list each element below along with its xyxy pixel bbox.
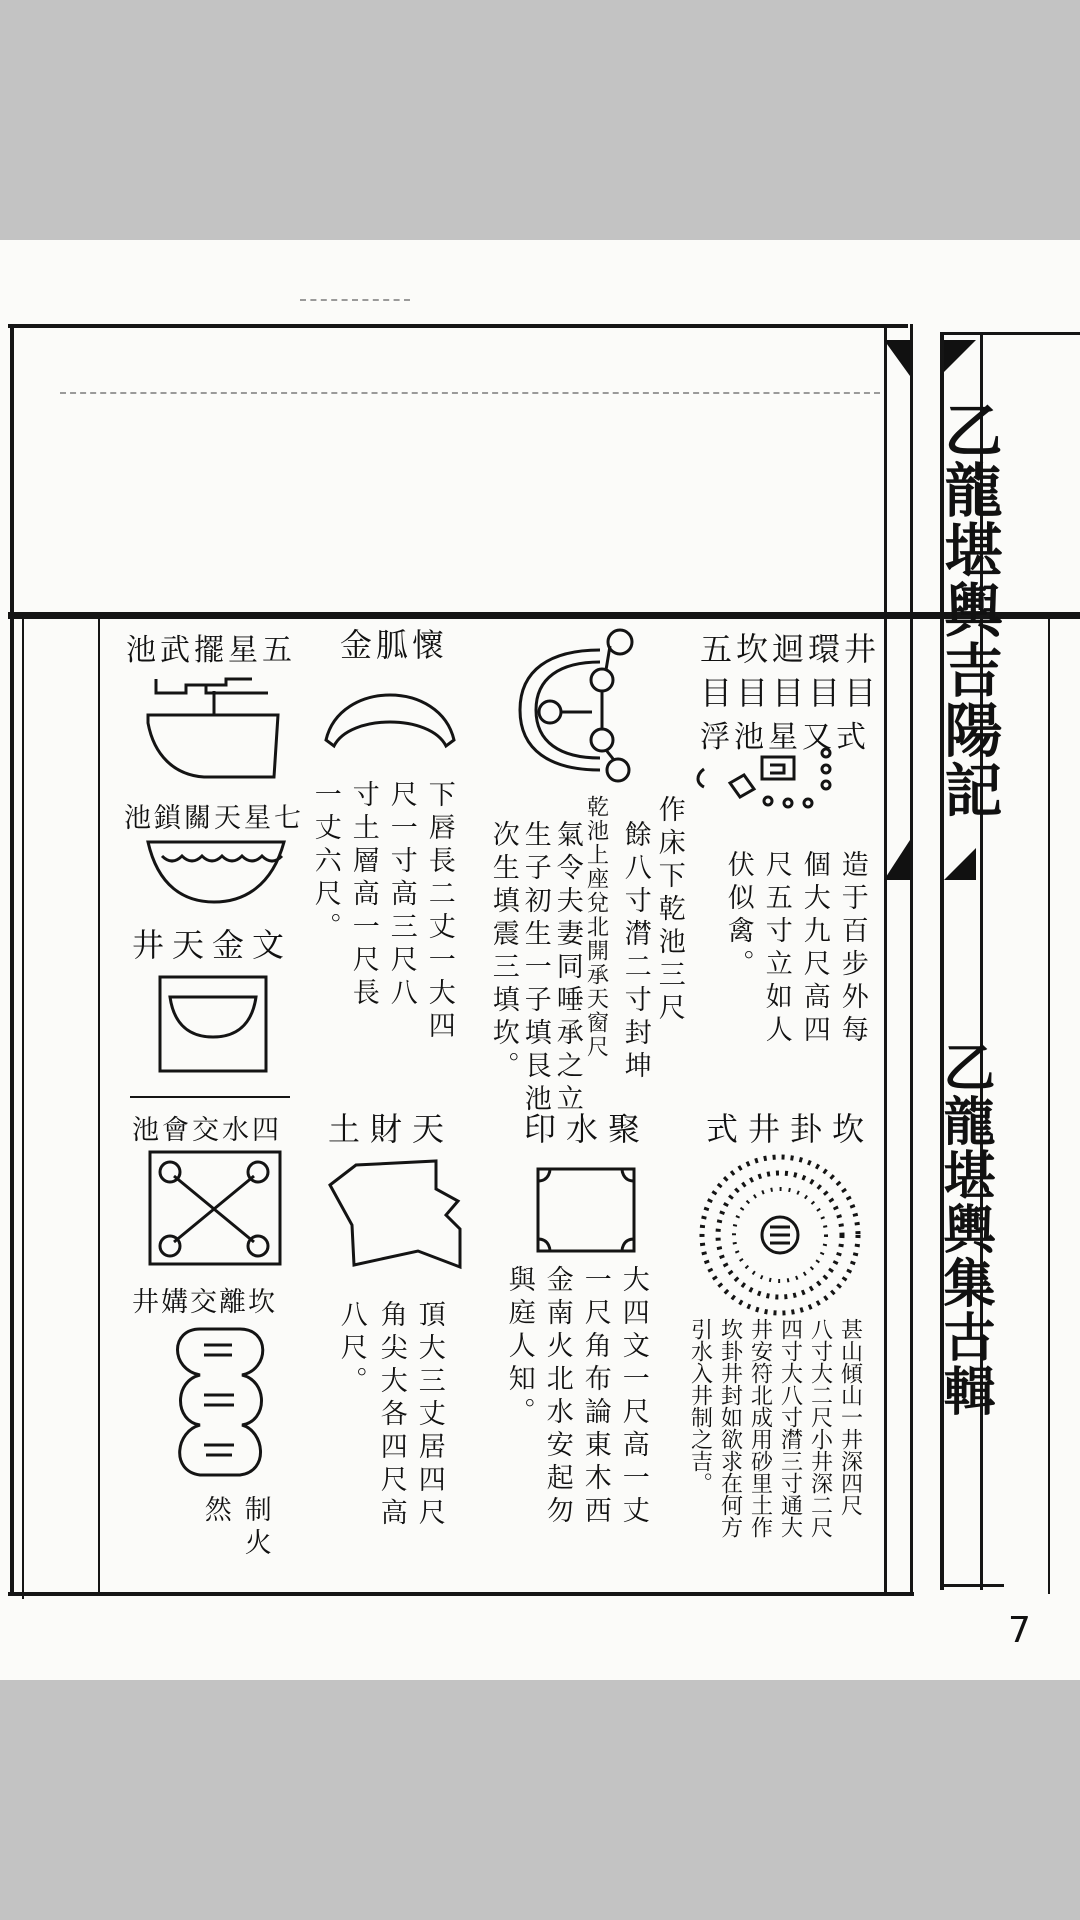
frame-inner-left-rule <box>98 619 100 1594</box>
col-title-kan-gua: 坎卦井式 <box>706 1110 875 1148</box>
frame-left-inner-rule <box>22 619 24 1599</box>
col-title-si-shui: 四水交會池 <box>132 1115 282 1146</box>
tian-cai-note-1: 頂大三丈居四尺 <box>413 1300 445 1531</box>
right-block-text-3: 尺五寸立如人 <box>760 850 792 1048</box>
qian-chi-note-3: 乾池上座兌北開承天窗尺 <box>583 795 609 1059</box>
col-title-kan-li: 坎離交媾井 <box>132 1287 277 1318</box>
side-title-lower: 乙龍堪輿集古輯 <box>934 1040 995 1418</box>
qian-chi-note-5: 生子初生一子填艮池 <box>519 820 551 1117</box>
wells-diagram <box>690 745 850 825</box>
fold-mark-bottom <box>880 840 1000 920</box>
kan-li-diagram <box>170 1325 280 1485</box>
ju-shui-note-2: 一尺角布論東木西 <box>579 1265 611 1529</box>
kan-li-note-1: 制火 <box>239 1495 271 1561</box>
right-block-heading-1: 五坎迴環井 <box>700 630 881 668</box>
right-block-heading-3: 浮池星又式 <box>700 720 870 755</box>
col-title-tian-cai: 天財土 <box>328 1110 455 1148</box>
tian-cai-note-2: 角尖大各四尺高 <box>375 1300 407 1531</box>
frame-far-right-rule <box>1048 619 1050 1594</box>
right-block-text-1: 造于百步外每 <box>836 850 868 1048</box>
qi-xing-diagram <box>144 836 294 906</box>
qian-chi-note-1: 作床下乾池三尺 <box>653 795 685 1026</box>
si-shui-diagram <box>148 1150 288 1270</box>
frame-bottom-rule <box>8 1592 914 1596</box>
frame-right-rule <box>884 324 887 1596</box>
right-block-text-2: 個大九尺高四 <box>798 850 830 1048</box>
qian-chi-note-6: 次生填震三填坎。 <box>487 820 519 1084</box>
frame-left-rule <box>10 324 14 1596</box>
col-title-wen-jin: 文金天井 <box>132 926 293 964</box>
kan-gua-diagram <box>690 1145 870 1325</box>
right-block-heading-2: 目目目目目 <box>700 674 881 712</box>
ju-shui-note-3: 金南火北水安起勿 <box>541 1265 573 1529</box>
top-scan-mark <box>300 299 410 301</box>
ju-shui-note-1: 大四文一尺高一丈 <box>617 1265 649 1529</box>
frame-header-rule <box>8 612 1080 619</box>
wen-jin-diagram <box>156 975 276 1075</box>
frame-spine-rule <box>910 324 913 1596</box>
huai-jin-note-4: 一丈六尺。 <box>309 780 341 945</box>
wu-xing-diagram <box>144 675 294 785</box>
kan-gua-note-6: 引水入井制之吉。 <box>687 1318 713 1494</box>
side-title-upper: 乙龍堪輿吉陽記 <box>934 400 1003 820</box>
ju-shui-note-4: 與庭人知。 <box>503 1265 535 1430</box>
huai-jin-note-1: 下唇長二丈一大四 <box>423 780 455 1044</box>
col-title-qi-xing: 七星天關鎖池 <box>124 803 304 834</box>
kan-gua-note-4: 井安符北成用砂里土作 <box>747 1318 773 1538</box>
frame-top-rule-right <box>944 332 1080 335</box>
frame-top-rule <box>8 324 908 328</box>
right-block-text-4: 伏似禽。 <box>722 850 754 982</box>
qian-chi-note-2: 餘八寸潸二寸封坤 <box>619 820 651 1084</box>
left-panel-rule <box>130 1096 290 1098</box>
kan-li-note-2: 然 <box>199 1495 231 1528</box>
tian-cai-note-3: 八尺。 <box>335 1300 367 1399</box>
col-title-wu-xing: 五星擺武池 <box>126 633 296 668</box>
huai-jin-note-3: 寸土層高一尺長 <box>347 780 379 1011</box>
qian-chi-note-4: 氣令夫妻同唾承之立 <box>551 820 583 1117</box>
kan-gua-note-2: 八寸大二尺小井深二尺 <box>807 1318 833 1538</box>
col-title-ju-shui: 聚水印 <box>524 1110 651 1148</box>
ju-shui-diagram <box>534 1165 644 1265</box>
header-dashed-line <box>60 392 880 394</box>
tian-cai-diagram <box>326 1155 476 1275</box>
huai-jin-note-2: 尺一寸高三尺八 <box>385 780 417 1011</box>
kan-gua-note-3: 四寸大八寸潸三寸通大 <box>777 1318 803 1538</box>
frame-bottom-rule-right <box>944 1584 1004 1587</box>
kan-gua-note-5: 坎卦井封如欲求在何方 <box>717 1318 743 1538</box>
kan-gua-note-1: 甚山傾山一井深四尺 <box>837 1318 863 1516</box>
qian-chi-diagram <box>510 630 670 790</box>
document-page <box>0 240 1080 1680</box>
col-title-huai-jin: 懷胍金 <box>340 626 449 664</box>
page-number: 7 <box>1008 1610 1031 1651</box>
huai-jin-diagram <box>320 680 460 760</box>
